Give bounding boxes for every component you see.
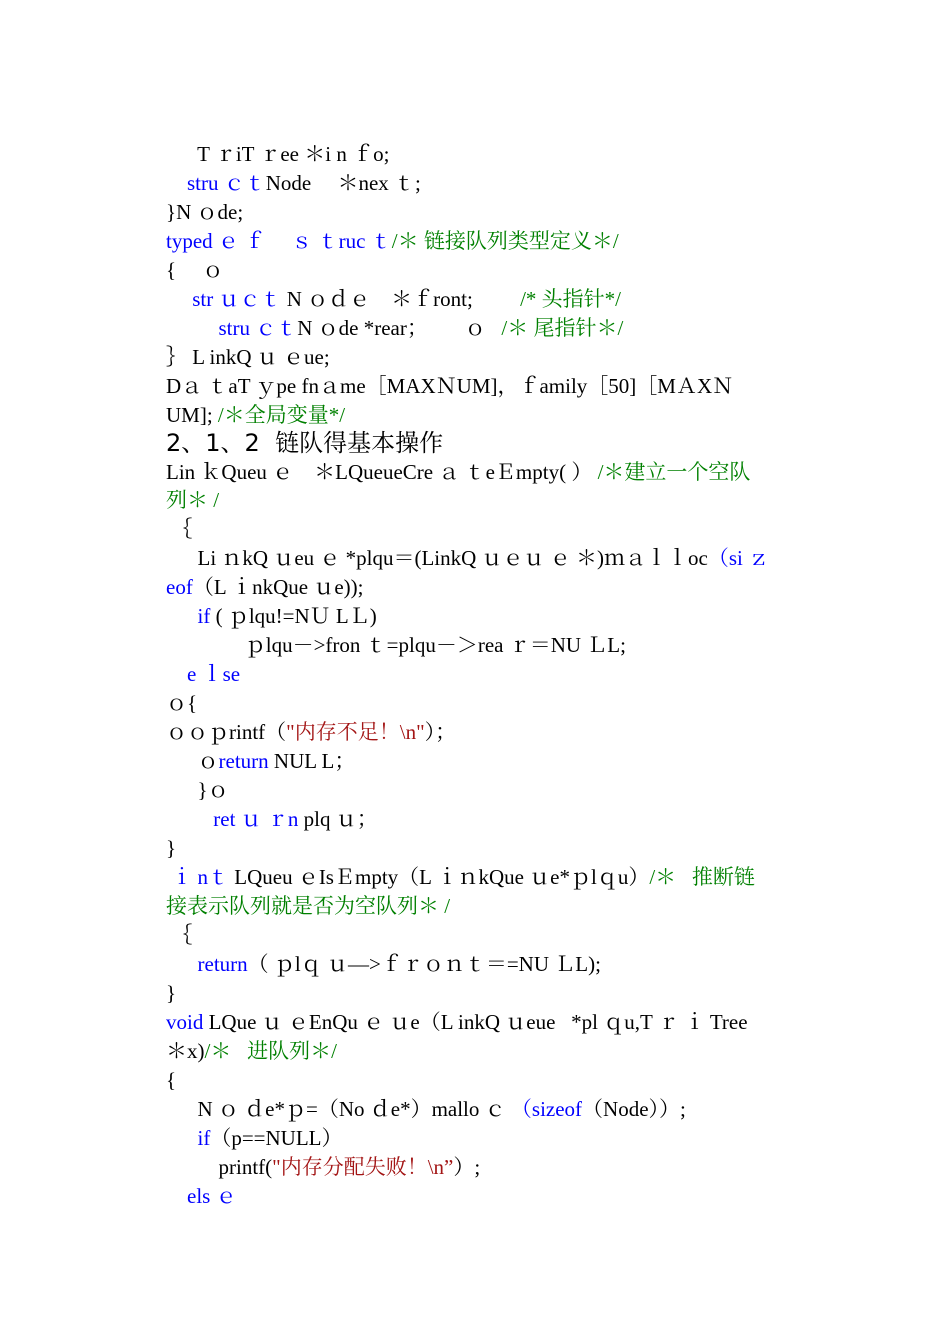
text-line: [166, 1037, 337, 1065]
text-run: /＊ 链接队列类型定义＊/: [391, 229, 619, 253]
text-line: [166, 1008, 748, 1036]
text-line: [166, 921, 192, 949]
text-run: （L ｉnkQue ｕe));: [192, 575, 364, 599]
text-run: "内存不足！\n": [286, 720, 425, 744]
text-run: Li ｎkQ ｕeu ｅ *plqu＝(LinkQ ｕｅｕ ｅ ＊)ｍａｌｌoc: [166, 546, 708, 570]
text-line: [166, 198, 243, 226]
text-line: [166, 776, 229, 804]
text-line: [166, 602, 377, 630]
text-run: （si ｚ: [707, 546, 770, 570]
text-line: [166, 1095, 686, 1123]
text-run: printf(: [166, 1155, 273, 1179]
text-run: （sizeof: [510, 1097, 583, 1121]
text-line: [166, 372, 733, 400]
text-line: [166, 285, 621, 313]
text-line: [166, 227, 619, 255]
text-run: N ｏde *rear； ｏ: [297, 316, 502, 340]
text-run: N ｏ ｄe*ｐ=（No ｄe*）mallo ｃ: [166, 1097, 511, 1121]
text-run: N ｏｄｅ ＊ｆront;: [281, 287, 521, 311]
text-run: }N ｏde;: [166, 200, 244, 224]
text-run: ( ｐlqu!=NＵ LＬ): [210, 604, 377, 628]
text-run: /＊全局变量*/: [212, 403, 346, 427]
text-run: /＊ 进队列＊/: [204, 1039, 337, 1063]
text-run: ｏ{: [166, 691, 198, 715]
text-line: [166, 863, 755, 891]
text-run: { ｏ: [166, 258, 224, 282]
text-run: eof: [166, 575, 193, 599]
text-run: if: [166, 604, 211, 628]
text-run: ｏ: [166, 749, 219, 773]
text-line: [166, 950, 601, 978]
text-line: [166, 314, 623, 342]
text-line: [166, 1153, 480, 1181]
text-run: }ｏ: [166, 778, 229, 802]
text-run: /＊ 推断链: [649, 865, 755, 889]
text-run: if: [166, 1126, 211, 1150]
text-run: Lin ｋQueu ｅ ＊LQueueCre ａ ｔeＥmpty( ）: [166, 460, 593, 484]
text-run: ｉ nｔ: [166, 865, 229, 889]
text-run: 列＊ /: [166, 488, 220, 512]
text-run: /＊建立一个空队: [592, 460, 751, 484]
text-line: [166, 343, 330, 371]
text-run: Node ＊nex ｔ;: [265, 171, 421, 195]
text-run: NUL L；: [268, 749, 356, 773]
text-line: [166, 486, 219, 514]
text-run: （Node））;: [582, 1097, 686, 1121]
text-run: T ｒiT ｒee ＊i n ｆo;: [166, 142, 390, 166]
text-run: Dａ ｔaT ｙpe fnａme［MAXＮUM]，ｆamily［50]［MＡXＮ: [166, 374, 734, 398]
text-line: [166, 689, 197, 717]
text-line: [166, 718, 456, 746]
text-run: void: [166, 1010, 204, 1034]
text-line: [166, 1182, 237, 1210]
text-run: ）;: [453, 1155, 481, 1179]
text-line: [166, 515, 192, 543]
text-line: [166, 631, 626, 659]
text-run: str ｕｃｔ: [166, 287, 282, 311]
text-line: [166, 458, 750, 486]
text-line: [166, 544, 769, 572]
text-line: [166, 1066, 176, 1094]
text-line: [166, 834, 176, 862]
text-run: return: [218, 749, 269, 773]
text-line: [166, 660, 240, 688]
text-run: ＊x): [166, 1039, 205, 1063]
text-run: LQueu ｅIsＥmpty（L ｉｎkQue ｕe*ｐlｑu）: [229, 865, 650, 889]
text-line: [166, 1124, 343, 1152]
text-line: [166, 573, 364, 601]
text-run: LQue ｕ ｅEnQu ｅ ｕe（L inkQ ｕeue *pl ｑu,T ｒ ｉ Tree: [203, 1010, 748, 1034]
text-run: "内存分配失败！\n”: [272, 1155, 454, 1179]
text-run: ｛: [166, 517, 193, 541]
text-run: ｝ L inkQ ｕ ｅue;: [166, 345, 330, 369]
text-run: typed ｅ ｆ ｓ ｔruc ｔ: [166, 229, 392, 253]
text-line: [166, 140, 389, 168]
text-run: ）；: [424, 720, 457, 744]
text-run: els ｅ: [166, 1184, 237, 1208]
text-run: /* 头指针*/: [520, 287, 621, 311]
text-run: ｏｏｐrintf（: [166, 720, 287, 744]
text-run: }: [166, 981, 177, 1005]
text-line: [166, 892, 450, 920]
text-line: [166, 979, 176, 1007]
text-run: （p==NULL）: [210, 1126, 343, 1150]
text-run: 接表示队列就是否为空队列＊ /: [166, 894, 451, 918]
text-line: [166, 428, 443, 458]
text-line: [166, 401, 345, 429]
text-run: stru ｃｔ: [166, 316, 298, 340]
text-line: [166, 256, 223, 284]
text-run: ｐlqu－>fron ｔ=plqu－＞rea ｒ＝NU ＬL;: [166, 633, 626, 657]
text-run: ret ｕ ｒn: [166, 807, 299, 831]
text-run: plq ｕ；: [298, 807, 378, 831]
text-run: /＊ 尾指针＊/: [501, 316, 624, 340]
text-run: e ｌse: [166, 662, 241, 686]
text-run: UM];: [166, 403, 213, 427]
text-run: {: [166, 1068, 177, 1092]
text-line: [166, 169, 421, 197]
text-run: stru ｃｔ: [166, 171, 266, 195]
text-run: [166, 952, 198, 976]
text-line: [166, 805, 378, 833]
text-run: ｛: [166, 923, 193, 947]
text-line: [166, 747, 355, 775]
text-run: return: [197, 952, 248, 976]
section-heading: 2、1、2 链队得基本操作: [166, 429, 444, 457]
text-run: }: [166, 836, 177, 860]
text-run: （ ｐlｑ ｕ—>ｆｒｏｎｔ＝=NU ＬL);: [247, 952, 601, 976]
